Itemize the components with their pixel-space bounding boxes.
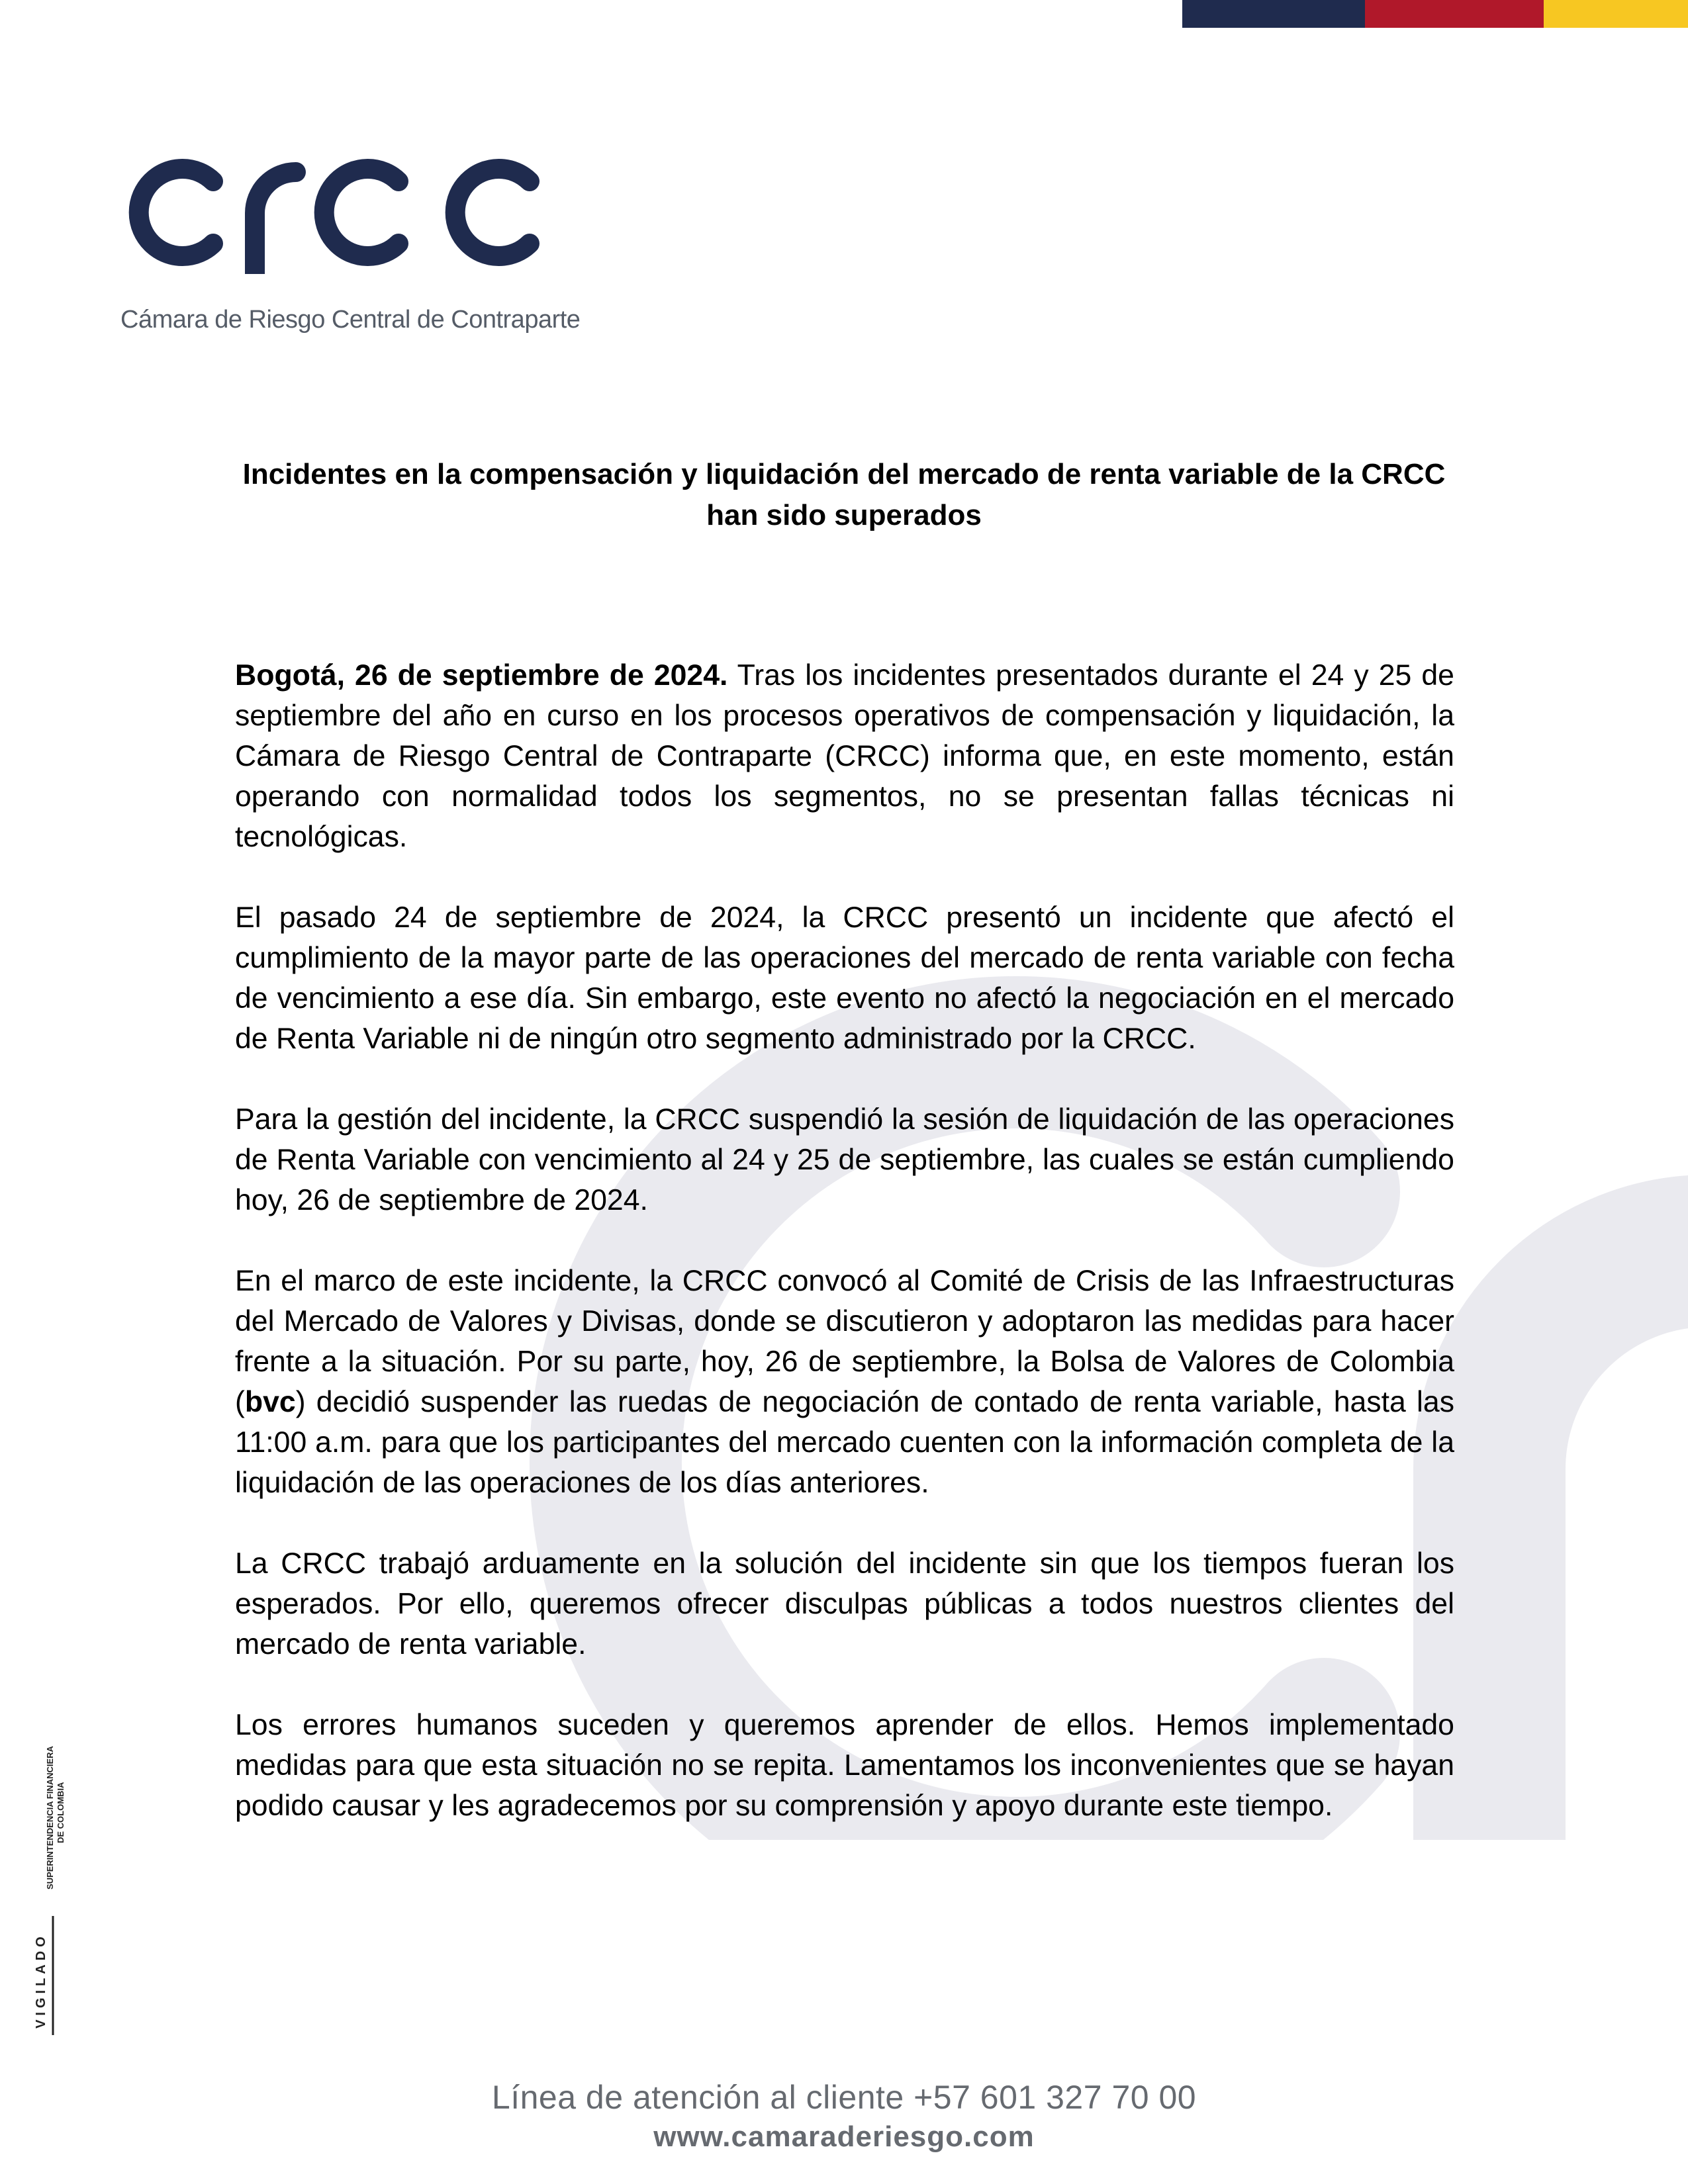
- logo-tagline: Cámara de Riesgo Central de Contraparte: [120, 306, 581, 334]
- paragraph-4-text-b: ) decidió suspender las ruedas de negociación de contado de renta variable, hasta las 11:00 a.m. para que los participantes del mercado cuenten con la información completa de la liquidación de las operaciones de los días anteriores.: [235, 1386, 1454, 1499]
- header-stripe-red: [1365, 0, 1544, 28]
- header-stripe-yellow: [1544, 0, 1688, 28]
- crcc-logo: [119, 142, 556, 274]
- document-title: [199, 454, 1489, 536]
- bvc-acronym: bvc: [244, 1386, 296, 1418]
- de-colombia-text: DE COLOMBIA: [56, 1782, 66, 1843]
- paragraph-5: La CRCC trabajó arduamente en la solución del incidente sin que los tiempos fueran los esperados. Por ello, queremos ofrecer disculpas públicas a todos nuestros clientes del mercado de renta variable.: [235, 1547, 1454, 1661]
- document-body: [235, 655, 1454, 1866]
- superintendencia-text: SUPERINTENDENCIA FINANCIERA: [45, 1746, 55, 1889]
- paragraph-1-text: Tras los incidentes presentados durante el 24 y 25 de septiembre del año en curso en los procesos operativos de compensación y liquidación, la Cámara de Riesgo Central de Contraparte (CRCC) informa que, en este momento, están operando con normalidad todos los segmentos, no se presentan fallas técnicas ni tecnológicas.: [235, 659, 1454, 853]
- customer-service-line: Línea de atención al cliente +57 601 327 70 00: [491, 2079, 1197, 2116]
- paragraph-4: [235, 1261, 1454, 1503]
- header-stripe-navy: [1182, 0, 1365, 28]
- title-line-1: Incidentes en la compensación y liquidación del mercado de renta variable de la CRCC: [242, 458, 1446, 490]
- paragraph-6: Los errores humanos suceden y queremos aprender de ellos. Hemos implementado medidas para que esta situación no se repita. Lamentamos los inconvenientes que se hayan podido causar y les agradecemos por su comprensión y apoyo durante este tiempo.: [235, 1709, 1454, 1822]
- paragraph-2: El pasado 24 de septiembre de 2024, la CRCC presentó un incidente que afectó el cumplimiento de la mayor parte de las operaciones del mercado de renta variable con fecha de vencimiento a ese día. Sin embargo, este evento no afectó la negociación en el mercado de Renta Variable ni de ningún otro segmento administrado por la CRCC.: [235, 901, 1454, 1055]
- paragraph-3: Para la gestión del incidente, la CRCC suspendió la sesión de liquidación de las operaciones de Renta Variable con vencimiento al 24 y 25 de septiembre, las cuales se están cumpliendo hoy, 26 de septiembre de 2024.: [235, 1103, 1454, 1216]
- title-line-2: han sido superados: [706, 499, 982, 531]
- website-link[interactable]: www.camaraderiesgo.com: [653, 2120, 1035, 2153]
- vigilado-text: VIGILADO: [34, 1933, 48, 2028]
- paragraph-4-text-a: En el marco de este incidente, la CRCC convocó al Comité de Crisis de las Infraestructuras del Mercado de Valores y Divisas, donde se discutieron y adoptaron las medidas para hacer frente a la situación. Por su parte, hoy, 26 de septiembre, la Bolsa de Valores de Colombia (: [235, 1265, 1454, 1418]
- vigilado-superfinanciera-stamp: [29, 1711, 69, 2042]
- dateline: Bogotá, 26 de septiembre de 2024.: [235, 659, 728, 692]
- paragraph-1: [235, 655, 1454, 857]
